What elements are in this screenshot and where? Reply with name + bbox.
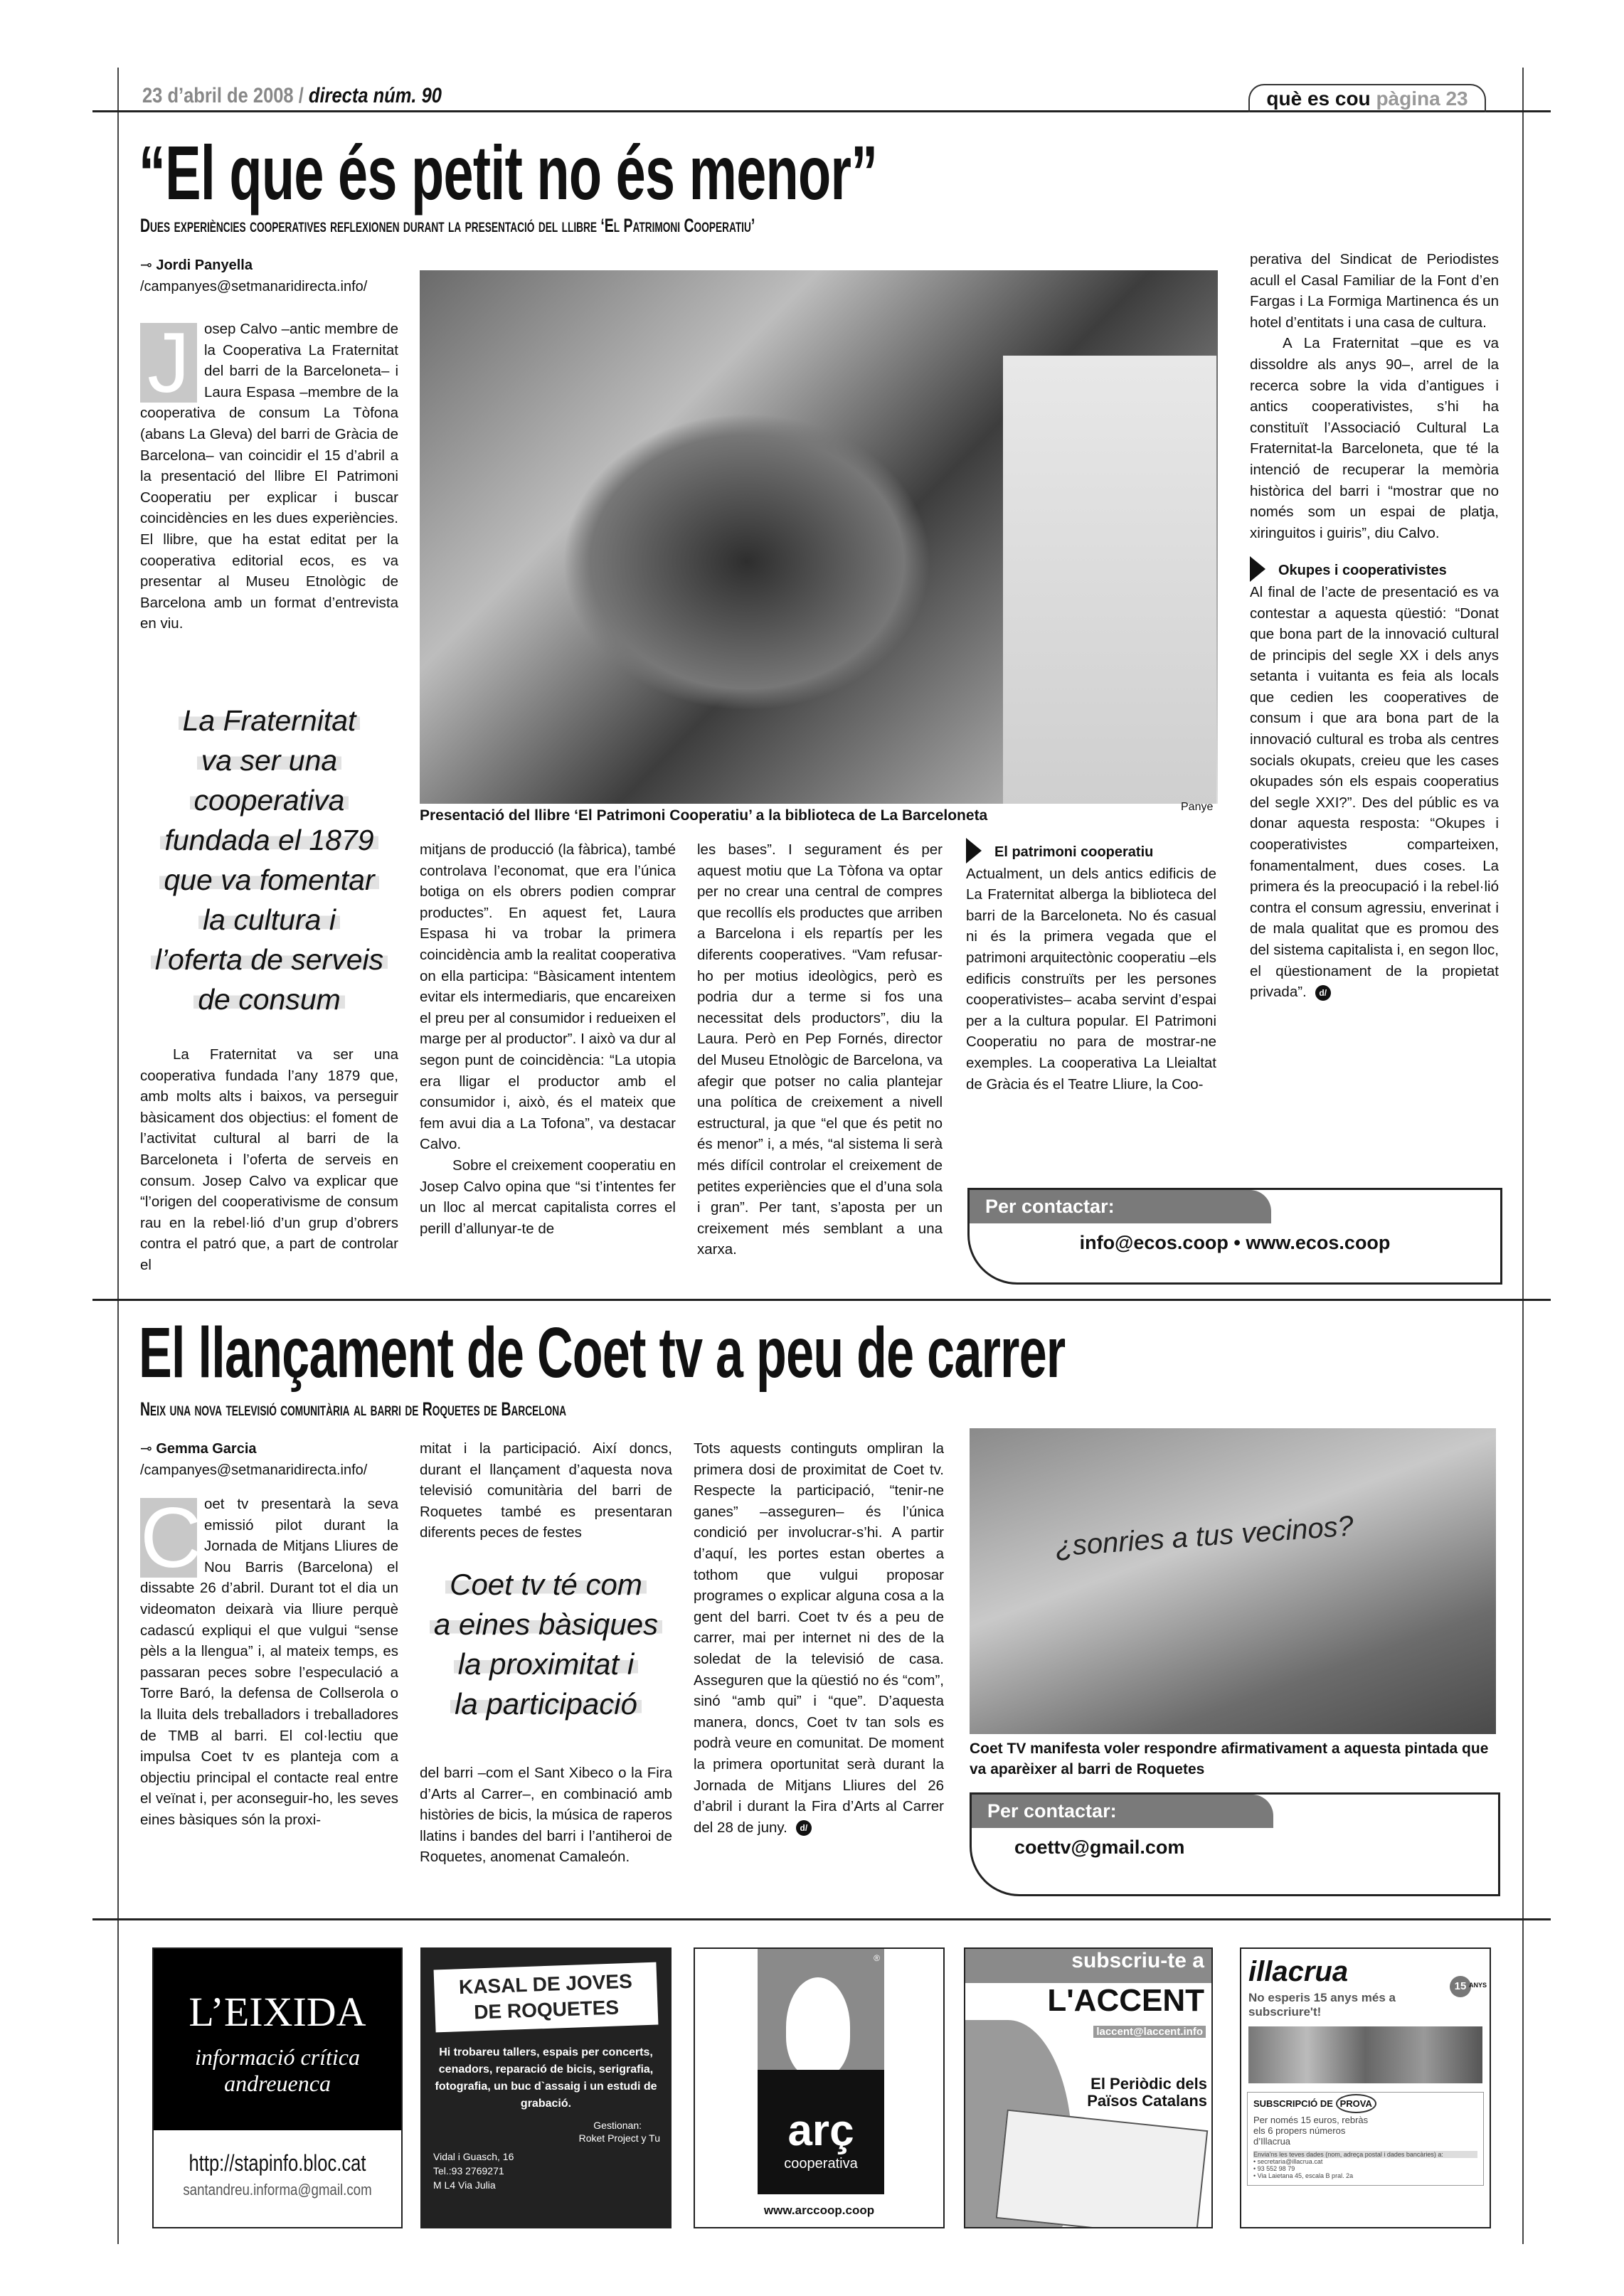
author-email[interactable]: /campanyes@setmanaridirecta.info/ (140, 1462, 368, 1478)
pullquote-line: fundada el 1879 (160, 824, 378, 856)
contact-value[interactable]: coettv@gmail.com (1014, 1837, 1185, 1858)
ads-divider (92, 1918, 1551, 1920)
article2-byline (140, 1438, 403, 1481)
article2-col2 (420, 1438, 672, 1543)
pullquote-line: la participació (450, 1687, 642, 1721)
article2-pullquote (416, 1565, 676, 1724)
subhead-text: Okupes i cooperativistes (1278, 563, 1447, 579)
pullquote-line: de consum (193, 983, 345, 1016)
newspaper-stack-image (996, 2110, 1209, 2228)
ad-arc-cooperativa[interactable] (694, 1947, 945, 2228)
phone: Tel.:93 2769271 (433, 2165, 504, 2177)
subhead-patrimoni (966, 842, 1216, 863)
accent-tagline (1087, 2076, 1207, 2110)
ad-leixida[interactable] (152, 1947, 403, 2228)
paragraph: A La Fraternitat –que es va dissoldre als anys 90–, arrel de la recerca sobre la vida d’antigues i antics cooperativistes, s’hi ha constituït l’Associació Cultural La Fraternitat-la Barceloneta, que té la intenció de recuperar la memòria històrica del barri i “mostrar que no només som un espai de platja, xiringuitos i guiris”, diu Calvo. (1250, 335, 1499, 541)
ad-tagline: informació crítica (195, 2044, 360, 2070)
accent-email[interactable]: laccent@laccent.info (1093, 2026, 1206, 2038)
drop-cap: C (140, 1490, 202, 1585)
section-tab (1248, 84, 1486, 112)
illacrua-headline: No esperis 15 anys més a subscriure't! (1248, 1991, 1396, 2019)
pullquote-line: cooperativa (190, 784, 349, 817)
library-presentation-photo (420, 270, 1218, 804)
byline-eye-icon: ⊸ (140, 1441, 156, 1457)
paragraph: Sobre el creixement cooperatiu en Josep Calvo opina que “si t’intentes fer un lloc al mercat capitalista corres el perill d’allunyar-te de (420, 1157, 676, 1237)
article1-byline (140, 255, 403, 297)
author-name: Gemma Garcia (156, 1441, 257, 1457)
ad-tagline: andreuenca (224, 2071, 331, 2096)
paragraph: Al final de l’acte de presentació es va contestar a aquesta qüestió: “Donat que bona part de la innovació cultural de principis del segle XX i dels anys setanta i vuitanta es feia als locals que cedien les cooperatives de consum i que ara bona part de la innovació cultural es troba als centres socials okupats, creieu que les cases okupades són els espais cooperatius del segle XXI?”. Des del públic es va donar aquesta resposta: “Okupes i cooperativistes comparteixen, fonamentalment, dues coses. La primera és la preocupació i la rebel·lió contra el consum agressiu, enverinat i de mala qualitat que es promou des del sistema capitalista i, en segon lloc, el qüestionament de la propietat privada”. (1250, 583, 1499, 1001)
subhead-text: El patrimoni cooperatiu (994, 844, 1154, 860)
paragraph: oet tv presentarà la seva emissió pilot durant la Jornada de Mitjans Lliures de Nou Barris (Barcelona) el dissabte 26 d’abril. Durant tot el dia un videomaton deixarà via lliure perquè cadascú expliqui el que vulgui “sense pèls a la llengua” i, al mateix temps, es passaran peces sobre l’especulació a Torre Baró, la defensa de Collserola o la lluita dels treballadors i treballadores de TMB al barri. El col·lectiu que impulsa Coet tv es planteja com a objectiu principal el contacte real entre el veïnat i, per aconseguir-ho, les seves eines bàsiques són la proxi- (140, 1496, 398, 1828)
page-left-rule (117, 68, 119, 2244)
address: Vidal i Guasch, 16 (433, 2151, 514, 2162)
ad-title: L’EIXIDA (189, 1989, 366, 2035)
pullquote-line: va ser una (197, 744, 341, 777)
article2-subtitle: Neix una nova televisió comunitària al barri de Roquetes de Barcelona (140, 1398, 567, 1420)
article1-col5 (1250, 249, 1499, 1003)
ad-text: Hi trobareu tallers, espais per concerts, cenadors, reparació de bicis, serigrafia, fotografia, un buc d`assaig i un estudi de grabació. (435, 2046, 657, 2110)
trial-word: PROVA (1336, 2094, 1376, 2113)
article1-contact-box (967, 1188, 1502, 1285)
photo-credit: Panye (1181, 801, 1214, 813)
logo-line: KASAL DE JOVES (458, 1970, 633, 1999)
article2-title: El llançament de Coet tv a peu de carrer (139, 1313, 1066, 1393)
drop-cap: J (140, 323, 197, 403)
arc-url[interactable]: www.arccoop.coop (763, 2204, 875, 2217)
article2-col1 (140, 1490, 398, 1831)
arc-logo (758, 1949, 884, 2194)
paragraph: perativa del Sindicat de Periodistes acull el Casal Familiar de la Font d’en Fargas i La Formiga Martinenca és un hotel d’entitats i una casa de cultura. (1250, 251, 1499, 331)
offer-text: Per només 15 euros, rebràs els 6 propers números d’Illacrua (1253, 2115, 1369, 2147)
page-number: pàgina 23 (1376, 87, 1468, 110)
metro: M L4 Via Julia (433, 2179, 496, 2191)
paragraph: Tots aquests continguts ompliran la primera dosi de proximitat de Coet tv. Respecte la participació, “tenir-ne ganes” –asseguren– és l’única condició per involucrar-s’hi. A partir d’aquí, les portes estan obertes a tothom que vulgui proposar programes o explicar alguna cosa a la gent del barri. Coet tv és a peu de carrer, mai per internet ni des de la soledat de la televisió de casa. Asseguren que la qüestió no és “com”, sinó “amb qui” i “que”. D’aquesta manera, doncs, Coet tv tan sols es podrà veure en comunitat. De moment la primera oportunitat serà durant la Jornada de Mitjans Lliures del 26 d’abril i durant la Fira d’Arts al Carrer del 28 de juny. (694, 1440, 944, 1836)
issue-number: directa núm. 90 (308, 84, 442, 107)
photo-wall (1003, 356, 1216, 804)
article2-col3 (694, 1438, 944, 1838)
illacrua-logo: illacrua (1248, 1956, 1349, 1987)
ad-laccent[interactable] (964, 1947, 1213, 2228)
contact-email[interactable]: • secretaria@illacrua.cat (1253, 2158, 1323, 2165)
kasal-logo (434, 1962, 659, 2033)
graffiti-photo (970, 1428, 1496, 1734)
ad-email[interactable]: santandreu.informa@gmail.com (183, 2181, 372, 2199)
pullquote-line: l’oferta de serveis (151, 943, 388, 976)
section-name: què es cou (1266, 87, 1371, 110)
contact-phone: • 93 552 98 79 (1253, 2165, 1295, 2172)
article1-title: “El que és petit no és menor” (139, 129, 878, 216)
directa-end-icon: d/ (1315, 985, 1331, 1001)
arc-type: cooperativa (784, 2156, 858, 2172)
paragraph: Actualment, un dels antics edificis de La Fraternitat alberga la biblioteca del barri de la Barceloneta. No és casual ni és la primera vegada que el patrimoni arquitectònic cooperatiu –els edificis construïts per les persones cooperativistes– acaba servint d’espai per a la cultura popular. El Patrimoni Cooperatiu no para de mostrar-ne exemples. La cooperativa La Lleialtat de Gràcia és el Teatre Lliure, la Coo- (966, 865, 1216, 1093)
article2-col2-continued (420, 1763, 672, 1868)
section-divider (92, 1299, 1551, 1301)
contact-value[interactable]: info@ecos.coop • www.ecos.coop (1079, 1232, 1391, 1253)
pullquote-line: la proximitat i (454, 1647, 638, 1681)
paragraph: osep Calvo –antic membre de la Cooperativa La Fraternitat del barri de la Barceloneta– i Laura Espasa –membre de la cooperativa de consum La Tòfona (abans La Gleva) del barri de Gràcia de Barcelona– van coincidir el 15 d’abril a la presentació del llibre El Patrimoni Cooperatiu per explicar i buscar coincidències en les dues experiències. El llibre, que ha estat editat per la cooperativa editorial ecos, es va presentar al Museu Etnològic de Barcelona amb un format d’entrevista en viu. (140, 321, 398, 632)
contact-address: • Via Laietana 45, escala B pral. 2a (1253, 2172, 1354, 2179)
photo-caption: Coet TV manifesta voler respondre afirmativament a aquesta pintada que va aparèixer al barri de Roquetes (970, 1740, 1489, 1777)
paragraph: mitat i la participació. Així doncs, durant el llançament d’aquesta nova televisió comunitària del barri de Roquetes també es presentaran diferents peces de festes (420, 1440, 672, 1541)
anniversary-badge (1450, 1976, 1471, 1997)
date-text: 23 d’abril de 2008 / (142, 84, 304, 107)
arc-dark-band (758, 2070, 884, 2194)
byline-eye-icon: ⊸ (140, 257, 156, 273)
pullquote-line: La Fraternitat (179, 704, 361, 737)
instructions: Envia'ns les teves dades (nom, adreça postal i dades bancàries) a: (1253, 2151, 1477, 2158)
pullquote-line: a eines bàsiques (430, 1607, 662, 1641)
directa-end-icon: d/ (796, 1820, 812, 1836)
article1-col1 (140, 315, 398, 634)
article1-subtitle: Dues experiències cooperatives reflexionen durant la presentació del llibre ‘El Patrimoni Cooperatiu’ (140, 215, 755, 236)
ad-url[interactable]: http://stapinfo.bloc.cat (189, 2150, 366, 2176)
years: 15 (1454, 1980, 1467, 1992)
article1-col1-continued (140, 1044, 398, 1276)
graffiti-text: ¿sonries a tus vecinos? (1054, 1510, 1355, 1563)
page-right-rule (1522, 68, 1524, 2244)
article2-contact-box (970, 1792, 1500, 1896)
subhead-okupes (1250, 560, 1499, 582)
trial-subscription-box (1247, 2092, 1484, 2186)
leaf-icon (786, 1977, 850, 2077)
paragraph: La Fraternitat va ser una cooperativa fundada l’any 1879 que, amb molts alts i baixos, va perseguir bàsicament dos objectius: el foment de l’activitat cultural al barri de la Barceloneta i l’oferta de serveis en consum. Josep Calvo va explicar que “l’origen del cooperativisme de consum rau en la rebel·lió d’un grup d’obrers contra el patró que, a part de controlar el (140, 1046, 398, 1273)
tagline-line: El Periòdic dels (1090, 2075, 1207, 2093)
article1-col2 (420, 839, 676, 1239)
magazine-covers-image (1248, 2026, 1482, 2083)
article1-col4 (966, 839, 1216, 1095)
triangle-bullet-icon (1250, 556, 1265, 582)
article1-col3 (697, 839, 943, 1260)
contact-label: Per contactar: (970, 1190, 1271, 1223)
tagline-line: Països Catalans (1087, 2092, 1207, 2110)
contact-label: Per contactar: (972, 1795, 1273, 1828)
ad-managed-label: Gestionan: (593, 2120, 642, 2131)
pullquote-line: la cultura i (198, 903, 340, 936)
accent-headline: subscriu-te a (965, 1949, 1211, 1983)
ad-illacrua[interactable] (1240, 1947, 1491, 2228)
registered-mark: ® (874, 1953, 880, 1963)
author-email[interactable]: /campanyes@setmanaridirecta.info/ (140, 279, 368, 294)
paragraph: les bases”. I segurament és per aquest motiu que La Tòfona va optar per no crear una central de compres que recollís els productes que arriben a Barcelona i els repartís per les diferents cooperatives. “Vam refusar-ho per motius ideològics, però es podria dur a terme si fos una necessitat dels productors”, diu la Laura. Però en Pep Fornés, director del Museu Etnològic de Barcelona, va afegir que potser no calia plantejar una política de creixement a nivell estructural, ja que “el que és petit no és menor” i, a més, “al sistema li serà més difícil controlar el creixement de petites experiències que el d’una sola i gran”. Per tant, s’aposta per un creixement més semblant a una xarxa. (697, 841, 943, 1258)
logo-line: DE ROQUETES (473, 1996, 620, 2024)
article1-pullquote (135, 701, 403, 1019)
years-label: ANYS (1468, 1982, 1487, 1989)
ad-kasal-joves-roquetes[interactable] (420, 1947, 672, 2228)
author-name: Jordi Panyella (156, 257, 253, 273)
photo-audience (562, 413, 932, 711)
paragraph: mitjans de producció (la fàbrica), també controlava l’economat, que era l’única botiga on els obrers podien comprar productes”. En aquest fet, Laura Espasa hi va trobar la primera coincidència amb la realitat cooperativa on ella participa: “Bàsicament intentem evitar els intermediaris, que encareixen el preu per al consumidor i redueixen el marge per al productor”. I això va dur al segon punt de coincidència: “La utopia era lligar el productor amb el consumidor i, això, és el mateix que fem avui dia a La Tofona”, va destacar Calvo. (420, 841, 676, 1153)
accent-logo: L'ACCENT (1047, 1983, 1204, 2018)
ad-address (433, 2149, 670, 2192)
photo-caption: Presentació del llibre ‘El Patrimoni Cooperatiu’ a la biblioteca de La Barceloneta (420, 807, 988, 824)
header-date (142, 84, 442, 108)
triangle-bullet-icon (966, 838, 982, 863)
paragraph: del barri –com el Sant Xibeco o la Fira d’Arts al Carrer–, en combinació amb històries de bicis, la música de raperos llatins i bandes del barri i l’antiheroi de Roquetes, anomenat Camaleón. (420, 1765, 672, 1866)
arc-name: arç (787, 2106, 854, 2155)
pullquote-line: que va fomentar (159, 863, 378, 896)
ad-managed-by: Roket Project y Tu (578, 2132, 660, 2144)
trial-label: SUBSCRIPCIÓ DE (1253, 2098, 1333, 2109)
pullquote-line: Coet tv té com (445, 1568, 647, 1601)
